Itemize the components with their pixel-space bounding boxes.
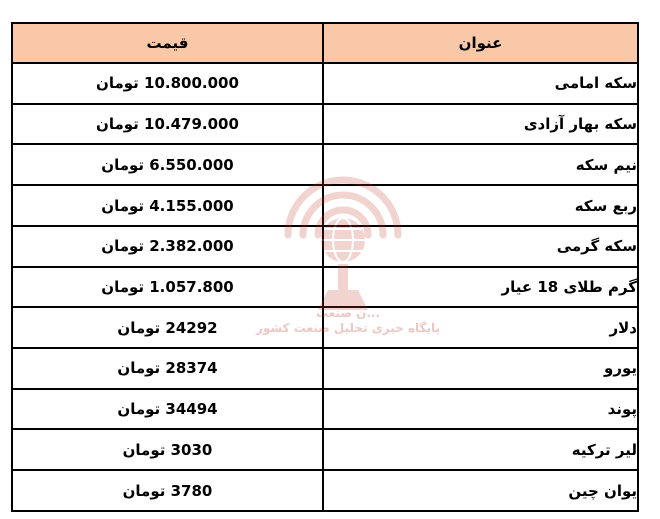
header-row [12,23,638,63]
table-row [12,185,638,226]
watermark-line-1: ...ن صنعت [315,306,381,320]
table-row [12,144,638,185]
table-row [12,104,638,145]
header-title: عنوان [323,23,638,63]
price-cell: 10.479.000 تومان [12,104,323,145]
title-cell: سکه بهار آزادی [323,104,638,145]
price-cell: 24292 تومان [12,307,323,348]
price-cell: 10.800.000 تومان [12,63,323,104]
table-row [12,470,638,511]
price-table [11,22,639,512]
price-cell: 4.155.000 تومان [12,185,323,226]
title-cell: یورو [323,348,638,389]
price-cell: 34494 تومان [12,389,323,430]
title-cell: گرم طلای 18 عیار [323,267,638,308]
price-cell: 3030 تومان [12,429,323,470]
table-row [12,429,638,470]
price-cell: 1.057.800 تومان [12,267,323,308]
table-row [12,267,638,308]
title-cell: نیم سکه [323,144,638,185]
price-cell: 2.382.000 تومان [12,226,323,267]
header-price: قیمت [12,23,323,63]
title-cell: یوان چین [323,470,638,511]
title-cell: لیر ترکیه [323,429,638,470]
price-cell: 3780 تومان [12,470,323,511]
table-row [12,226,638,267]
table-row [12,348,638,389]
watermark-line-2: پایگاه خبری تحلیل صنعت کشور [255,321,441,335]
title-cell: پوند [323,389,638,430]
price-cell: 28374 تومان [12,348,323,389]
table-row [12,307,638,348]
title-cell: سکه امامی [323,63,638,104]
title-cell: سکه گرمی [323,226,638,267]
price-cell: 6.550.000 تومان [12,144,323,185]
table-row [12,389,638,430]
title-cell: دلار [323,307,638,348]
title-cell: ربع سکه [323,185,638,226]
table-row [12,63,638,104]
